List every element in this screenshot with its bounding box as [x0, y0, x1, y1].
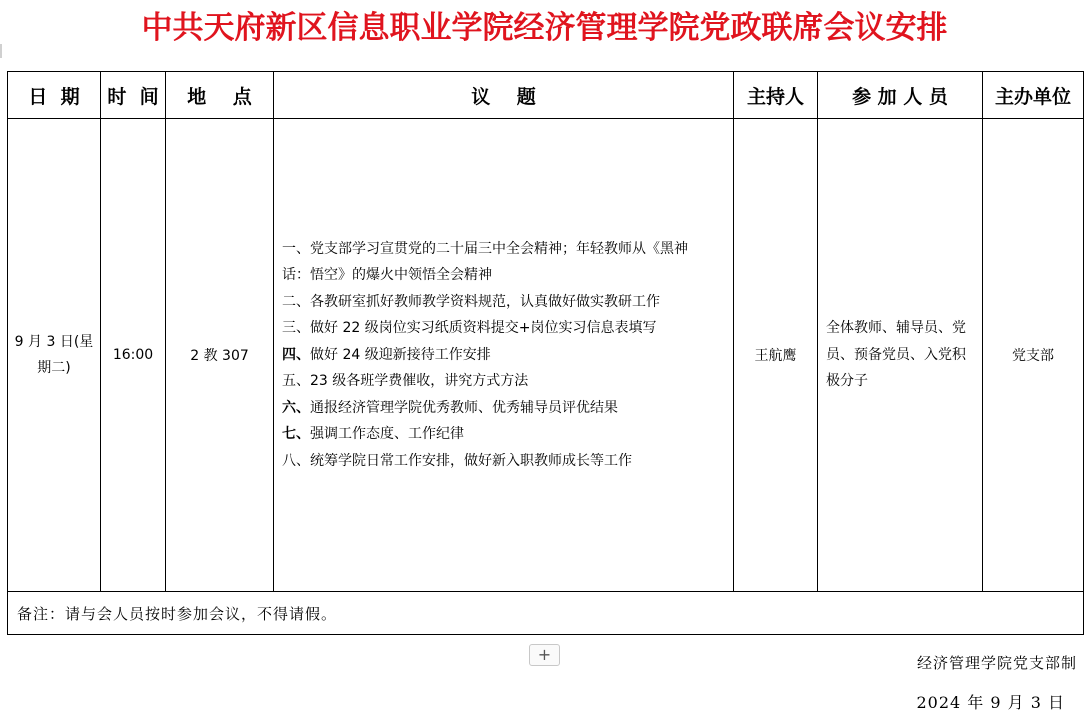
- agenda-item-text: 党支部学习宣贯党的二十届三中全会精神；年轻教师从《黑神: [310, 240, 688, 257]
- agenda-item: [282, 315, 727, 342]
- attendees-line-3: 极分子: [826, 373, 868, 390]
- note-text: 备注：请与会人员按时参加会议，不得请假。: [8, 592, 1084, 635]
- agenda-item-text: 各教研室抓好教师教学资料规范，认真做好做实教研工作: [310, 293, 660, 310]
- agenda-item: [282, 289, 727, 316]
- header-topic: 议 题: [274, 72, 734, 119]
- agenda-item: [282, 342, 727, 369]
- organizer-cell: 党支部: [983, 119, 1084, 592]
- attendees-cell: [818, 119, 983, 592]
- agenda-item-number: 八、: [282, 452, 310, 469]
- header-time: 时 间: [101, 72, 166, 119]
- header-host: 主持人: [734, 72, 818, 119]
- page-title: 中共天府新区信息职业学院经济管理学院党政联席会议安排: [141, 10, 948, 46]
- attendees-line-1: 全体教师、辅导员、党: [826, 320, 966, 337]
- header-place: 地 点: [166, 72, 274, 119]
- header-organizer: 主办单位: [983, 72, 1084, 119]
- agenda-item: [282, 395, 727, 422]
- table-row: [8, 119, 1084, 592]
- signature: 经济管理学院党支部制: [916, 654, 1077, 672]
- agenda-item-text: 通报经济管理学院优秀教师、优秀辅导员评优结果: [310, 399, 618, 416]
- host-cell: 王航鹰: [734, 119, 818, 592]
- issue-date: 2024 年 9 月 3 日: [916, 693, 1065, 712]
- agenda-item-number: 四、: [282, 346, 310, 363]
- agenda-item-number: 一、: [282, 240, 310, 257]
- agenda-item-text: 强调工作态度、工作纪律: [310, 426, 464, 443]
- schedule-table: [7, 71, 1084, 635]
- header-row: [8, 72, 1084, 119]
- header-attendees: 参 加 人 员: [818, 72, 983, 119]
- agenda-item: [282, 262, 727, 289]
- agenda-item-text: 话：悟空》的爆火中领悟全会精神: [282, 267, 492, 284]
- agenda-item-number: 三、: [282, 320, 310, 337]
- time-cell: 16:00: [101, 119, 166, 592]
- agenda-item-number: 二、: [282, 293, 310, 310]
- add-row-button[interactable]: +: [529, 644, 560, 666]
- date-line-2: 期二): [37, 360, 71, 376]
- date-cell: [8, 119, 101, 592]
- agenda-item-text: 做好 22 级岗位实习纸质资料提交+岗位实习信息表填写: [310, 320, 657, 337]
- edge-marker: [0, 44, 2, 58]
- note-row: [8, 592, 1084, 635]
- agenda-item-text: 统筹学院日常工作安排，做好新入职教师成长等工作: [310, 452, 632, 469]
- agenda-item-text: 做好 24 级迎新接待工作安排: [310, 346, 491, 363]
- agenda-item: [282, 448, 727, 475]
- agenda-cell: [274, 119, 734, 592]
- attendees-line-2: 员、预备党员、入党积: [826, 346, 966, 363]
- agenda-item-text: 23 级各班学费催收，讲究方式方法: [310, 373, 529, 390]
- date-line-1: 9 月 3 日(星: [14, 334, 94, 350]
- agenda-item: [282, 236, 727, 263]
- place-cell: 2 教 307: [166, 119, 274, 592]
- agenda-item-number: 七、: [282, 426, 310, 443]
- agenda-item: [282, 421, 727, 448]
- agenda-item-number: 五、: [282, 373, 310, 390]
- agenda-item: [282, 368, 727, 395]
- agenda-list: [282, 236, 727, 475]
- agenda-item-number: 六、: [282, 399, 310, 416]
- header-date: 日 期: [8, 72, 101, 119]
